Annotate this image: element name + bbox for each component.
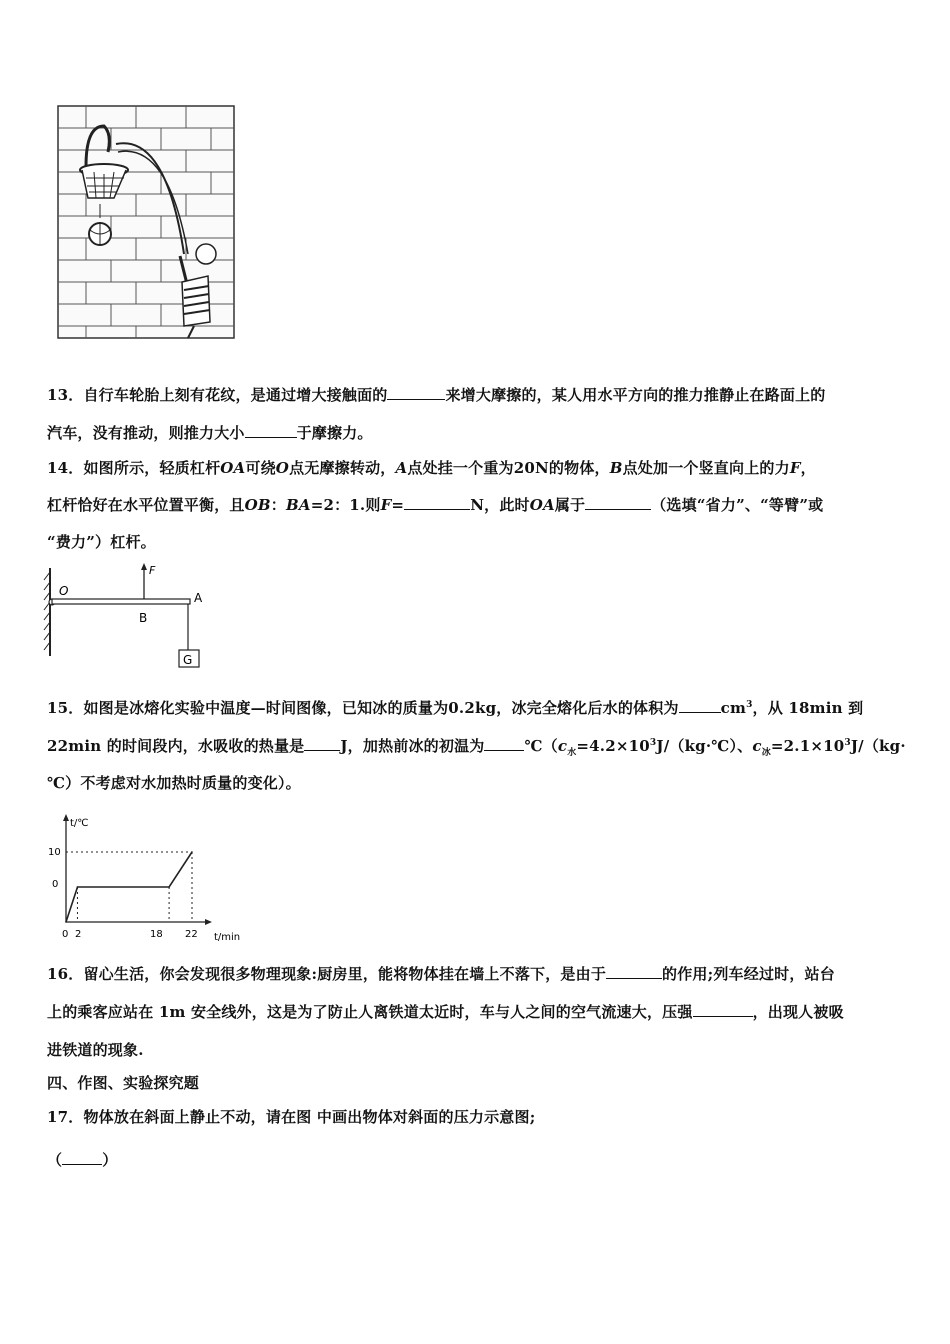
q14-text: （选填“省力”、“等臂”或 <box>651 496 824 514</box>
label-f: F <box>149 564 156 577</box>
q17-text: （ <box>47 1151 63 1169</box>
q16-blank-2[interactable] <box>693 1002 753 1017</box>
q15-text: =4.2×10 <box>576 737 650 755</box>
q16-text: 进铁道的现象. <box>47 1041 144 1059</box>
var-oa: OA <box>220 459 246 477</box>
q15-sup: 3 <box>746 700 753 710</box>
q14-line-3 <box>47 532 156 552</box>
q15-line-2 <box>47 736 906 756</box>
y-axis-label: t/℃ <box>70 818 89 829</box>
var-c: c <box>557 737 568 755</box>
temperature-time-chart <box>40 812 250 947</box>
q15-text: =2.1×10 <box>770 737 845 755</box>
q13-text: 13．自行车轮胎上刻有花纹，是通过增大接触面的 <box>47 386 388 404</box>
q14-blank-1[interactable] <box>404 495 470 510</box>
var-a: A <box>395 459 408 477</box>
var-oa: OA <box>529 496 555 514</box>
q15-text: ℃（ <box>524 737 558 755</box>
q13-text: 于摩擦力。 <box>296 424 373 442</box>
q15-text: 22min 的时间段内，水吸收的热量是 <box>47 737 305 755</box>
q14-text: 点处挂一个重为20N的物体， <box>407 459 610 477</box>
q15-sup: 3 <box>649 738 657 748</box>
q15-text: 15．如图是冰熔化实验中温度—时间图像，已知冰的质量为0.2kg，冰完全熔化后水的体积为 <box>47 699 679 717</box>
x-axis-arrowhead <box>205 919 212 925</box>
q16-line-2 <box>47 1002 844 1022</box>
q14-text: “费力”）杠杆。 <box>47 533 156 551</box>
q14-line-2 <box>47 495 823 515</box>
q13-text: 来增大摩擦的，某人用水平方向的推力推静止在路面上的 <box>445 386 826 404</box>
x-tick-label: 22 <box>185 929 198 940</box>
q15-sub: 冰 <box>761 748 771 758</box>
label-a: A <box>194 591 203 605</box>
q15-blank-1[interactable] <box>679 698 721 713</box>
q14-text: 14．如图所示，轻质杠杆 <box>47 459 221 477</box>
q14-text: 可绕 <box>245 459 276 477</box>
basketball-figure <box>56 104 238 342</box>
q15-text: cm <box>720 699 747 717</box>
section-title-text: 四、作图、实验探究题 <box>47 1074 200 1092</box>
q14-text: N，此时 <box>470 496 530 514</box>
q15-blank-3[interactable] <box>484 736 524 751</box>
var-f: F <box>789 459 801 477</box>
var-ob: OB <box>244 496 271 514</box>
var-o: O <box>275 459 290 477</box>
q13-blank-1[interactable] <box>387 385 445 400</box>
q13-line-2 <box>47 423 373 443</box>
x-tick-label: 0 <box>62 929 69 940</box>
q15-sup: 3 <box>844 738 851 748</box>
var-b: B <box>609 459 623 477</box>
q15-line-3 <box>47 773 301 793</box>
q16-line-3 <box>47 1040 144 1060</box>
q17-text: ） <box>102 1151 118 1169</box>
var-ba: BA <box>285 496 311 514</box>
q15-blank-2[interactable] <box>304 736 340 751</box>
q14-text: 杠杆恰好在水平位置平衡，且 <box>47 496 245 514</box>
q14-text: =2：1.则 <box>310 496 381 514</box>
var-c: c <box>752 737 762 755</box>
q17-line-1 <box>47 1107 535 1127</box>
q16-line-1 <box>47 964 835 984</box>
q13-blank-2[interactable] <box>245 423 297 438</box>
var-f: F <box>380 496 392 514</box>
x-tick-label: 2 <box>75 929 82 940</box>
label-b: B <box>139 611 148 625</box>
x-tick-label: 18 <box>150 929 163 940</box>
q17-text: 17．物体放在斜面上静止不动，请在图 中画出物体对斜面的压力示意图; <box>47 1108 536 1126</box>
lever-bar <box>52 599 190 604</box>
q16-blank-1[interactable] <box>606 964 662 979</box>
section-4-title <box>47 1073 199 1093</box>
q14-text: 点无摩擦转动， <box>289 459 396 477</box>
q14-text: 属于 <box>554 496 586 514</box>
q13-text: 汽车，没有推动，则推力大小 <box>47 424 245 442</box>
q13-line-1 <box>47 385 826 405</box>
x-axis-label: t/min <box>214 932 241 943</box>
q15-sub: 水 <box>567 748 577 758</box>
q15-text: ℃）不考虑对水加热时质量的变化）。 <box>47 774 301 792</box>
q15-text: J/（kg· <box>850 737 906 755</box>
q14-text: 点处加一个竖直向上的力 <box>622 459 790 477</box>
q17-line-2 <box>47 1150 117 1170</box>
y-tick-label: 0 <box>52 879 59 890</box>
label-g: G <box>183 653 193 667</box>
q15-text: J，加热前冰的初温为 <box>340 737 485 755</box>
q14-blank-2[interactable] <box>585 495 651 510</box>
q15-text: J/（kg·℃）、 <box>656 737 753 755</box>
label-o: O <box>59 584 69 598</box>
q16-text: 的作用;列车经过时，站台 <box>662 965 835 983</box>
series-line <box>66 852 192 922</box>
q14-line-1 <box>47 458 816 478</box>
q15-line-1 <box>47 698 863 718</box>
q17-blank[interactable] <box>62 1150 102 1165</box>
lever-figure <box>42 562 214 672</box>
q14-text: = <box>391 496 405 514</box>
y-axis-arrowhead <box>63 814 69 821</box>
force-arrowhead <box>141 563 147 570</box>
q16-text: 16．留心生活，你会发现很多物理现象:厨房里，能将物体挂在墙上不落下，是由于 <box>47 965 607 983</box>
q16-text: 上的乘客应站在 1m 安全线外，这是为了防止人离铁道太近时，车与人之间的空气流速大，压强 <box>47 1003 693 1021</box>
q15-text: ，从 18min 到 <box>752 699 864 717</box>
q14-text: ， <box>800 459 816 477</box>
q16-text: ，出现人被吸 <box>752 1003 844 1021</box>
q14-text: ： <box>270 496 286 514</box>
y-tick-label: 10 <box>48 847 61 858</box>
